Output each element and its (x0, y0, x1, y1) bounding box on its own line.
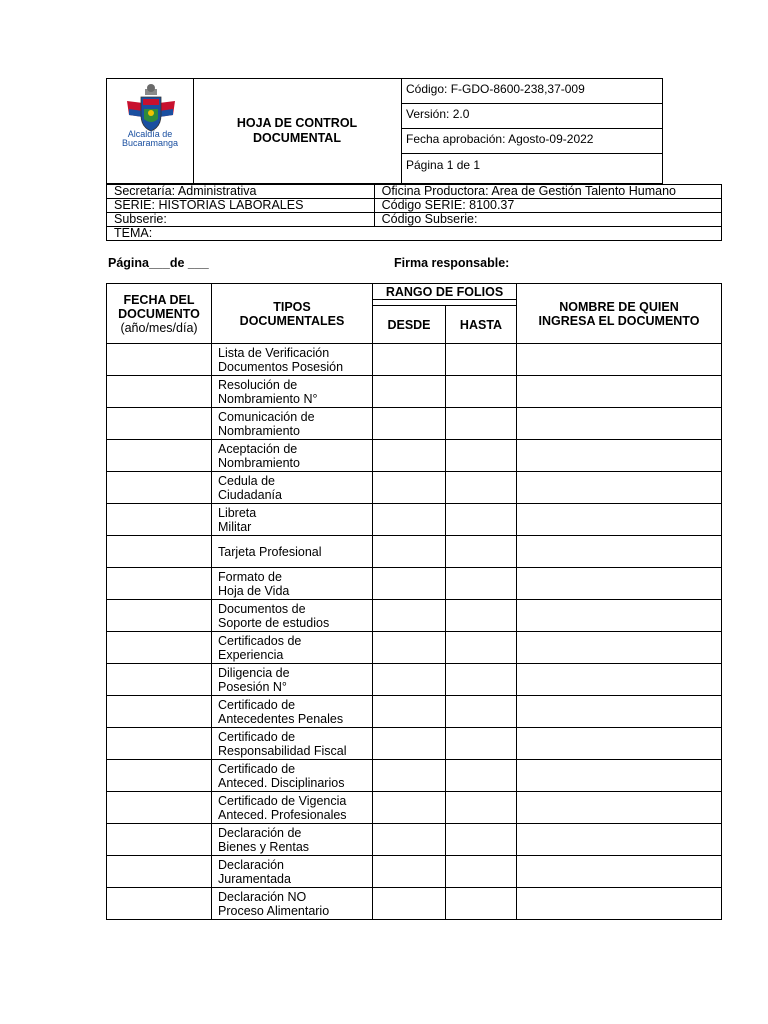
hasta-cell[interactable] (446, 440, 517, 472)
fecha-cell[interactable] (107, 344, 212, 376)
fecha-cell[interactable] (107, 792, 212, 824)
title-line-2: DOCUMENTAL (253, 131, 341, 145)
hasta-cell[interactable] (446, 504, 517, 536)
hasta-cell[interactable] (446, 728, 517, 760)
tipo-line-1: Comunicación de (218, 409, 315, 424)
desde-cell[interactable] (373, 376, 446, 408)
tipo-cell (212, 600, 373, 632)
nombre-cell[interactable] (517, 696, 722, 728)
tipo-line-2: Juramentada (218, 871, 291, 886)
desde-cell[interactable] (373, 440, 446, 472)
table-row (107, 664, 722, 696)
tipo-cell (212, 824, 373, 856)
pagina-info: Página 1 de 1 (406, 158, 481, 172)
nombre-cell[interactable] (517, 600, 722, 632)
logo-cell (107, 79, 194, 183)
tipo-cell (212, 536, 373, 568)
codigo-serie: Código SERIE: 8100.37 (374, 199, 721, 213)
fecha-cell[interactable] (107, 760, 212, 792)
desde-cell[interactable] (373, 472, 446, 504)
tipo-line-2: Nombramiento (218, 423, 300, 438)
fecha-cell[interactable] (107, 632, 212, 664)
desde-cell[interactable] (373, 504, 446, 536)
nombre-cell[interactable] (517, 632, 722, 664)
tipo-line-1: Lista de Verificación (218, 345, 330, 360)
table-row (107, 888, 722, 920)
desde-cell[interactable] (373, 408, 446, 440)
table-row (107, 728, 722, 760)
hasta-cell[interactable] (446, 376, 517, 408)
tipo-line-1: Declaración de (218, 825, 302, 840)
table-row (107, 760, 722, 792)
fecha-cell[interactable] (107, 568, 212, 600)
tipo-line-2: Tarjeta Profesional (218, 544, 322, 559)
fecha-cell[interactable] (107, 536, 212, 568)
tipo-line-2: Nombramiento N° (218, 391, 318, 406)
hasta-cell[interactable] (446, 344, 517, 376)
nombre-cell[interactable] (517, 504, 722, 536)
tipo-line-1: Documentos de (218, 601, 306, 616)
tipo-line-1: Diligencia de (218, 665, 290, 680)
desde-cell[interactable] (373, 536, 446, 568)
table-row (107, 472, 722, 504)
table-row (107, 632, 722, 664)
tipo-line-1: Declaración NO (218, 889, 307, 904)
nombre-cell[interactable] (517, 536, 722, 568)
fecha-cell[interactable] (107, 600, 212, 632)
nombre-cell[interactable] (517, 760, 722, 792)
tipo-line-1: Cedula de (218, 473, 275, 488)
nombre-cell[interactable] (517, 568, 722, 600)
desde-cell[interactable] (373, 792, 446, 824)
header-fecha-line2: DOCUMENTO (118, 306, 200, 321)
table-row (107, 408, 722, 440)
tipo-line-2: Antecedentes Penales (218, 711, 344, 726)
header-fecha-line1: FECHA DEL (123, 292, 195, 307)
table-row (107, 792, 722, 824)
tipo-cell (212, 632, 373, 664)
hasta-cell[interactable] (446, 472, 517, 504)
header-nombre (517, 284, 722, 344)
tipo-line-2: Hoja de Vida (218, 583, 290, 598)
table-row (107, 568, 722, 600)
table-row (107, 696, 722, 728)
fecha-cell[interactable] (107, 664, 212, 696)
fecha-cell[interactable] (107, 728, 212, 760)
hasta-cell[interactable] (446, 856, 517, 888)
nombre-cell[interactable] (517, 824, 722, 856)
fecha-cell[interactable] (107, 440, 212, 472)
alcaldia-logo (107, 79, 193, 183)
version: Versión: 2.0 (401, 104, 662, 129)
hasta-cell[interactable] (446, 760, 517, 792)
tipo-line-2: Ciudadanía (218, 487, 282, 502)
codigo-subserie: Código Subserie: (374, 213, 721, 227)
desde-cell[interactable] (373, 696, 446, 728)
tipo-cell (212, 440, 373, 472)
desde-cell[interactable] (373, 856, 446, 888)
hasta-cell[interactable] (446, 536, 517, 568)
tema: TEMA: (107, 227, 722, 241)
header-fecha-line3: (año/mes/día) (120, 320, 198, 335)
header-tipos (212, 284, 373, 344)
document-info (401, 79, 662, 182)
document-title (193, 79, 402, 183)
tipo-line-2: Militar (218, 519, 252, 534)
hasta-cell[interactable] (446, 888, 517, 920)
table-body (107, 344, 722, 920)
desde-cell[interactable] (373, 888, 446, 920)
tipo-cell (212, 696, 373, 728)
table-row (107, 504, 722, 536)
desde-cell[interactable] (373, 728, 446, 760)
header-desde: DESDE (373, 306, 446, 344)
table-row (107, 344, 722, 376)
tipo-line-2: Posesión N° (218, 679, 287, 694)
tipo-cell (212, 376, 373, 408)
hasta-cell[interactable] (446, 664, 517, 696)
tipo-line-2: Nombramiento (218, 455, 300, 470)
fecha-cell[interactable] (107, 472, 212, 504)
subserie: Subserie: (107, 213, 375, 227)
nombre-cell[interactable] (517, 344, 722, 376)
tipo-cell (212, 792, 373, 824)
tipo-line-1: Formato de (218, 569, 282, 584)
secretaria: Secretaría: Administrativa (107, 185, 375, 199)
tipo-line-2: Proceso Alimentario (218, 903, 330, 918)
fecha-cell[interactable] (107, 696, 212, 728)
nombre-cell[interactable] (517, 472, 722, 504)
tipo-cell (212, 504, 373, 536)
tipo-line-1: Certificado de (218, 729, 296, 744)
desde-cell[interactable] (373, 568, 446, 600)
nombre-cell[interactable] (517, 792, 722, 824)
nombre-cell[interactable] (517, 440, 722, 472)
tipo-cell (212, 344, 373, 376)
tipo-line-2: Documentos Posesión (218, 359, 344, 374)
tipo-cell (212, 568, 373, 600)
tipo-cell (212, 760, 373, 792)
tipo-cell (212, 856, 373, 888)
table-row (107, 376, 722, 408)
hasta-cell[interactable] (446, 600, 517, 632)
desde-cell[interactable] (373, 600, 446, 632)
codigo: Código: F-GDO-8600-238,37-009 (401, 79, 662, 104)
serie: SERIE: HISTORIAS LABORALES (107, 199, 375, 213)
pagina-field: Página___de ___ (108, 256, 209, 270)
document-header (106, 78, 663, 184)
nombre-cell[interactable] (517, 376, 722, 408)
nombre-cell[interactable] (517, 856, 722, 888)
header-rango-folios: RANGO DE FOLIOS (373, 284, 517, 300)
fecha-cell[interactable] (107, 888, 212, 920)
fecha-aprobacion: Fecha aprobación: Agosto-09-2022 (401, 129, 662, 154)
nombre-cell[interactable] (517, 888, 722, 920)
tipo-line-2: Anteced. Disciplinarios (218, 775, 345, 790)
nombre-cell[interactable] (517, 408, 722, 440)
table-row (107, 856, 722, 888)
hasta-cell[interactable] (446, 824, 517, 856)
meta-table (106, 184, 722, 241)
oficina-productora: Oficina Productora: Area de Gestión Talento Humano (374, 185, 721, 199)
table-row (107, 824, 722, 856)
tipo-line-2: Bienes y Rentas (218, 839, 310, 854)
firma-responsable: Firma responsable: (394, 256, 510, 270)
tipo-line-1: Libreta (218, 505, 257, 520)
table-row (107, 600, 722, 632)
tipo-line-2: Soporte de estudios (218, 615, 330, 630)
desde-cell[interactable] (373, 824, 446, 856)
fecha-cell[interactable] (107, 408, 212, 440)
table-row (107, 536, 722, 568)
tipo-line-1: Certificado de Vigencia (218, 793, 347, 808)
fecha-cell[interactable] (107, 504, 212, 536)
hasta-cell[interactable] (446, 632, 517, 664)
hasta-cell[interactable] (446, 408, 517, 440)
tipo-line-1: Resolución de (218, 377, 298, 392)
fecha-cell[interactable] (107, 376, 212, 408)
tipo-cell (212, 472, 373, 504)
table-row (107, 440, 722, 472)
tipo-line-1: Aceptación de (218, 441, 298, 456)
header-nombre-line2: INGRESA EL DOCUMENTO (538, 313, 700, 328)
tipo-line-2: Experiencia (218, 647, 284, 662)
desde-cell[interactable] (373, 344, 446, 376)
header-tipos-line1: TIPOS (273, 299, 311, 314)
hasta-cell[interactable] (446, 568, 517, 600)
tipo-cell (212, 408, 373, 440)
desde-cell[interactable] (373, 664, 446, 696)
nombre-cell[interactable] (517, 664, 722, 696)
desde-cell[interactable] (373, 760, 446, 792)
desde-cell[interactable] (373, 632, 446, 664)
title-line-1: HOJA DE CONTROL (236, 116, 358, 130)
logo-text-line1: Alcaldía de (127, 129, 173, 139)
tipo-line-1: Declaración (218, 857, 285, 872)
header-fecha (107, 284, 212, 344)
tipo-line-2: Anteced. Profesionales (218, 807, 347, 822)
logo-text-line2: Bucaramanga (121, 138, 179, 148)
tipo-line-1: Certificados de (218, 633, 302, 648)
tipo-line-1: Certificado de (218, 761, 296, 776)
hasta-cell[interactable] (446, 792, 517, 824)
tipo-cell (212, 664, 373, 696)
header-tipos-line2: DOCUMENTALES (239, 313, 345, 328)
header-hasta: HASTA (446, 306, 517, 344)
hasta-cell[interactable] (446, 696, 517, 728)
nombre-cell[interactable] (517, 728, 722, 760)
tipo-cell (212, 728, 373, 760)
tipo-line-1: Certificado de (218, 697, 296, 712)
fecha-cell[interactable] (107, 856, 212, 888)
tipo-line-2: Responsabilidad Fiscal (218, 743, 347, 758)
fecha-cell[interactable] (107, 824, 212, 856)
tipo-cell (212, 888, 373, 920)
control-table (106, 283, 722, 920)
header-nombre-line1: NOMBRE DE QUIEN (559, 299, 679, 314)
